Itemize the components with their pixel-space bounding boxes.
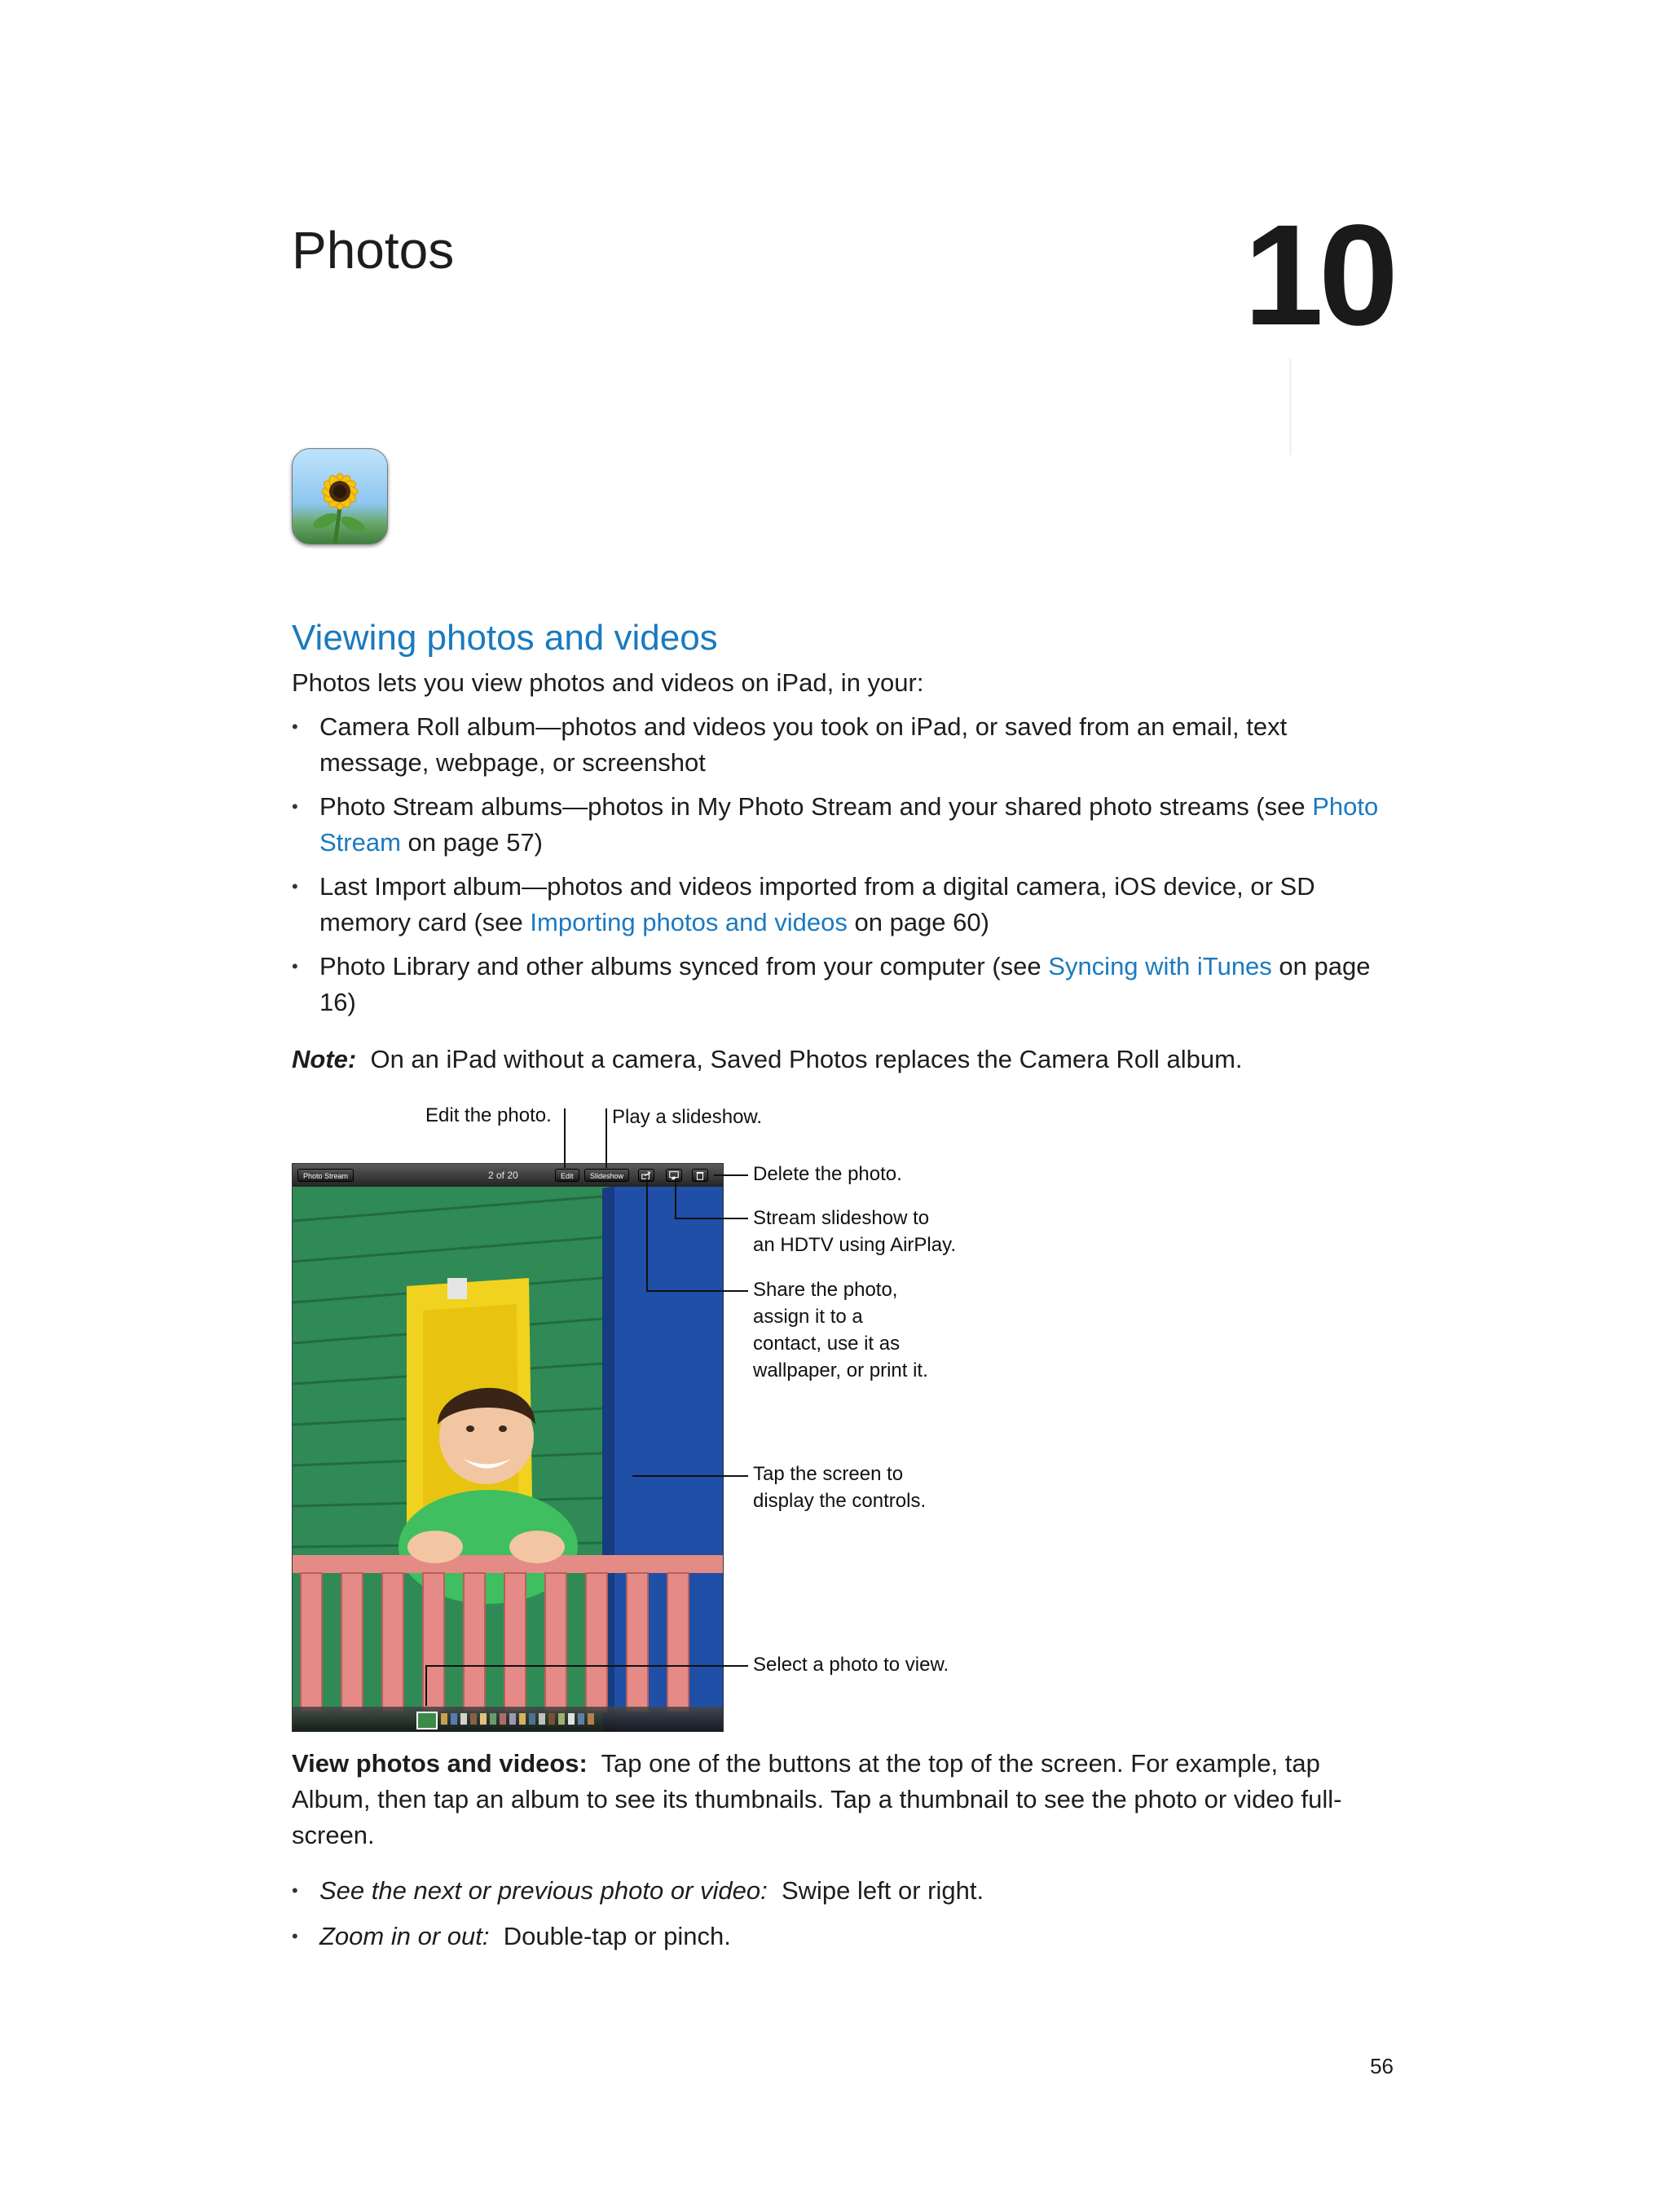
leader-line bbox=[606, 1108, 607, 1168]
thumbnail[interactable] bbox=[441, 1713, 447, 1725]
thumbnail[interactable] bbox=[548, 1713, 555, 1725]
thumbnail[interactable] bbox=[500, 1713, 506, 1725]
leader-line bbox=[425, 1665, 748, 1667]
list-item: • Photo Stream albums—photos in My Photo Stream and your shared photo streams (see Photo Stream on page 57) bbox=[292, 789, 1392, 861]
photo-filmstrip[interactable] bbox=[293, 1707, 723, 1731]
photo-stream-button[interactable]: Photo Stream bbox=[297, 1169, 354, 1182]
chapter-number: 10 bbox=[1244, 196, 1394, 355]
syncing-itunes-link[interactable]: Syncing with iTunes bbox=[1048, 952, 1272, 980]
chapter-title: Photos bbox=[292, 221, 455, 280]
thumbnail[interactable] bbox=[451, 1713, 457, 1725]
thumbnail[interactable] bbox=[509, 1713, 516, 1725]
airplay-icon[interactable] bbox=[666, 1169, 682, 1182]
thumbnail[interactable] bbox=[460, 1713, 467, 1725]
callout-airplay: Stream slideshow to an HDTV using AirPlay. bbox=[753, 1207, 956, 1256]
photo-count: 2 of 20 bbox=[488, 1170, 518, 1181]
leader-line bbox=[675, 1218, 748, 1219]
thumbnail[interactable] bbox=[568, 1713, 575, 1725]
photo-stream-link[interactable]: Photo Stream bbox=[319, 792, 1379, 857]
gesture-list bbox=[292, 1873, 1392, 1964]
thumbnail[interactable] bbox=[558, 1713, 565, 1725]
callout-delete: Delete the photo. bbox=[753, 1163, 902, 1185]
thumbnail[interactable] bbox=[529, 1713, 535, 1725]
callout-tap: Tap the screen to display the controls. bbox=[753, 1463, 927, 1512]
callout-select: Select a photo to view. bbox=[753, 1654, 949, 1676]
list-item: • Zoom in or out: Double-tap or pinch. bbox=[292, 1919, 1392, 1954]
edit-button[interactable]: Edit bbox=[555, 1169, 579, 1182]
list-item: • Photo Library and other albums synced from your computer (see Syncing with iTunes on page 16) bbox=[292, 949, 1392, 1020]
leader-line bbox=[646, 1179, 648, 1291]
leader-line bbox=[675, 1179, 676, 1218]
chapter-divider bbox=[1289, 359, 1292, 455]
list-item: • Camera Roll album—photos and videos you took on iPad, or saved from an email, text message, webpage, or screenshot bbox=[292, 709, 1392, 781]
trash-icon[interactable] bbox=[692, 1169, 708, 1182]
photo-toolbar bbox=[293, 1164, 723, 1187]
thumbnail[interactable] bbox=[470, 1713, 477, 1725]
leader-line bbox=[714, 1174, 748, 1176]
leader-line bbox=[425, 1665, 427, 1706]
ipad-screen[interactable] bbox=[292, 1163, 724, 1732]
thumbnail[interactable] bbox=[578, 1713, 584, 1725]
thumbnail[interactable] bbox=[519, 1713, 526, 1725]
sunflower-icon bbox=[293, 449, 387, 544]
leader-line bbox=[632, 1475, 748, 1477]
slideshow-button[interactable]: Slideshow bbox=[584, 1169, 629, 1182]
section-heading: Viewing photos and videos bbox=[292, 618, 718, 658]
thumbnail[interactable] bbox=[539, 1713, 545, 1725]
callout-edit: Edit the photo. bbox=[425, 1104, 552, 1126]
callout-share: Share the photo, assign it to a contact, use it as wallpaper, or print it. bbox=[753, 1279, 928, 1381]
selected-thumbnail[interactable] bbox=[416, 1712, 438, 1730]
photos-app-icon bbox=[292, 448, 388, 544]
importing-photos-link[interactable]: Importing photos and videos bbox=[530, 908, 848, 936]
leader-line bbox=[646, 1290, 748, 1292]
note-label: Note: bbox=[292, 1045, 357, 1073]
leader-line bbox=[564, 1108, 566, 1168]
view-photos-paragraph: View photos and videos: Tap one of the buttons at the top of the screen. For example, tap Album, then tap an album to see its thumbnails. Tap a thumbnail to see the photo or video full-screen. bbox=[292, 1749, 1342, 1849]
thumbnail[interactable] bbox=[490, 1713, 496, 1725]
callout-slideshow: Play a slideshow. bbox=[612, 1106, 763, 1128]
thumbnail[interactable] bbox=[480, 1713, 487, 1725]
paragraph-label: View photos and videos: bbox=[292, 1749, 588, 1778]
photo-scene bbox=[293, 1164, 723, 1731]
list-item: • Last Import album—photos and videos imported from a digital camera, iOS device, or SD memory card (see Importing photos and videos on page 60) bbox=[292, 869, 1392, 941]
intro-text: Photos lets you view photos and videos on iPad, in your: bbox=[292, 668, 924, 697]
page-number: 56 bbox=[1370, 2054, 1394, 2078]
list-item: • See the next or previous photo or video: Swipe left or right. bbox=[292, 1873, 1392, 1909]
note: Note: On an iPad without a camera, Saved Photos replaces the Camera Roll album. bbox=[292, 1045, 1243, 1073]
thumbnail[interactable] bbox=[588, 1713, 594, 1725]
album-list bbox=[292, 709, 1392, 1029]
